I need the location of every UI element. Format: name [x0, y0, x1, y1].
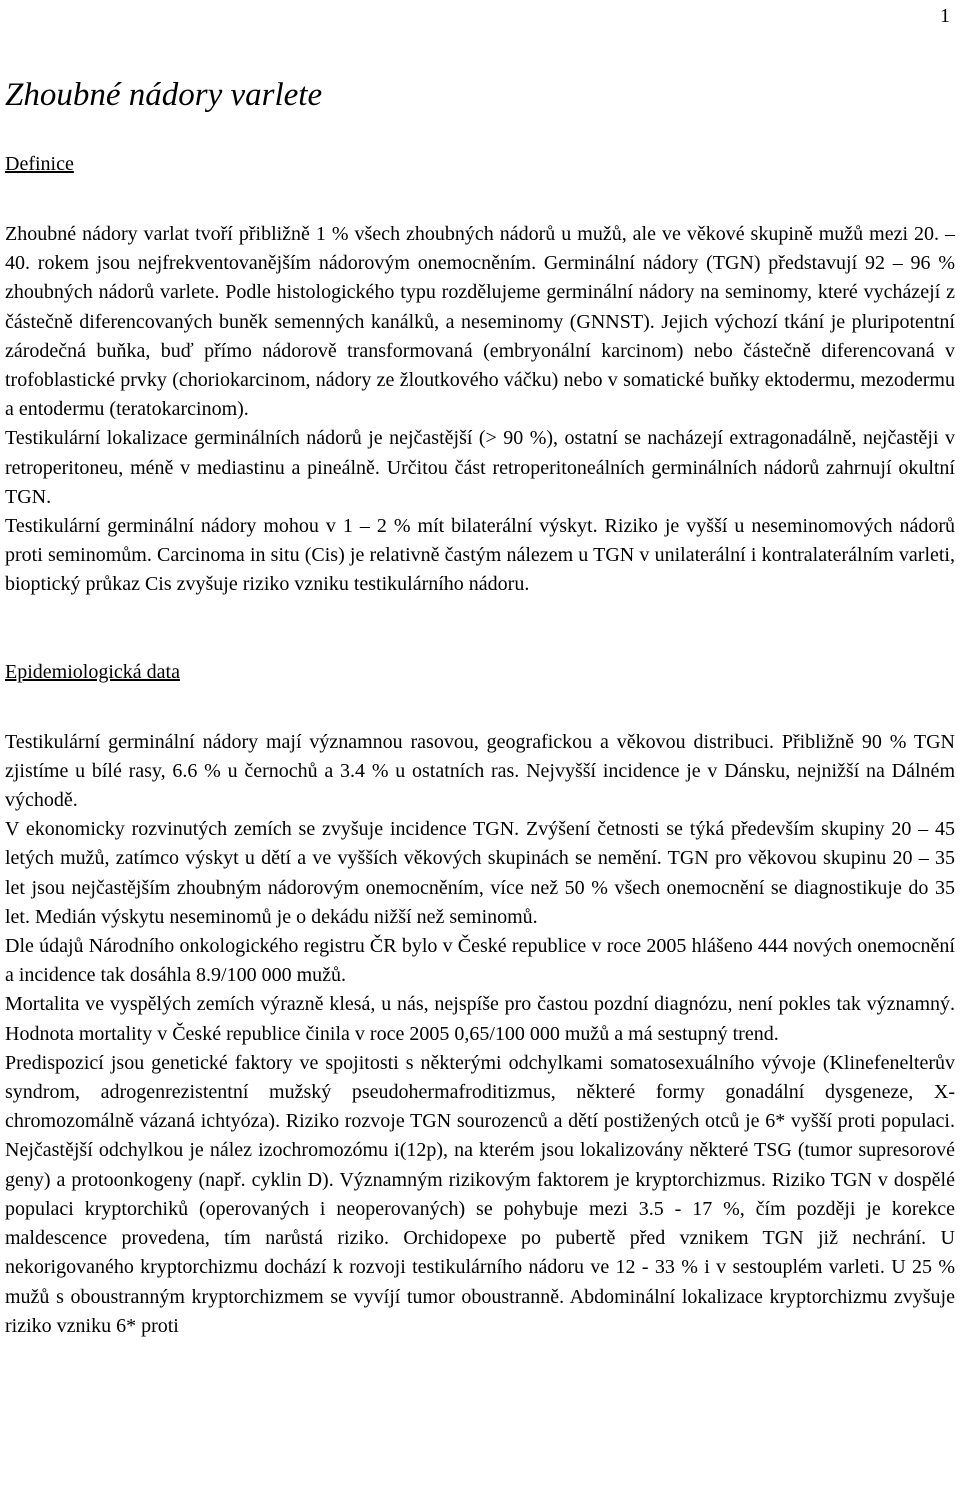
paragraph-definice-1: Zhoubné nádory varlat tvoří přibližně 1 % všech zhoubných nádorů u mužů, ale ve věkové skupině mužů mezi 20. – 40. rokem jsou nejfrekventovanějším nádorovým onemocněním. Germinální nádory (TGN) představují 92 – 96 % zhoubných nádorů varlete. Podle histologického typu rozdělujeme germinální nádory na seminomy, které vycházejí z částečně diferencovaných buněk semenných kanálků, a neseminomy (GNNST). Jejich výchozí tkání je pluripotentní zárodečná buňka, buď přímo nádorově transformovaná (embryonální karcinom) nebo částečně diferencovaná v trofoblastické prvky (choriokarcinom, nádory ze žloutkového váčku) nebo v somatické buňky ektodermu, mezodermu a entodermu (teratokarcinom). — [5, 223, 955, 421]
paragraph-epidemiologie-4: Mortalita ve vyspělých zemích výrazně klesá, u nás, nejspíše pro častou pozdní diagnózu, není pokles tak významný. Hodnota mortality v České republice činila v roce 2005 0,65/100 000 mužů a má sestupný trend. — [5, 993, 955, 1045]
paragraph-epidemiologie-2: V ekonomicky rozvinutých zemích se zvyšuje incidence TGN. Zvýšení četnosti se týká především skupiny 20 – 45 letých mužů, zatímco výskyt u dětí a ve vyšších věkových skupinách se nemění. TGN pro věkovou skupinu 20 – 35 let jsou nejčastějším zhoubným nádorovým onemocněním, více než 50 % všech onemocnění se diagnostikuje do 35 let. Medián výskytu neseminomů je o dekádu nižší než seminomů. — [5, 818, 955, 928]
paragraph-epidemiologie-5: Predispozicí jsou genetické faktory ve spojitosti s některými odchylkami somatosexuálního vývoje (Klinefenelterův syndrom, adrogenrezistentní mužský pseudohermafroditizmus, některé formy gonadální dysgeneze, X-chromozomálně vázaná ichtyóza). Riziko rozvoje TGN sourozenců a dětí postižených otců je 6* vyšší proti populaci. Nejčastější odchylkou je nález izochromozómu i(12p), na kterém jsou lokalizovány některé TSG (tumor supresorové geny) a protoonkogeny (např. cyklin D). Významným rizikovým faktorem je kryptorchizmus. Riziko TGN v dospělé populaci kryptorchiků (operovaných i neoperovaných) se pohybuje mezi 3.5 - 17 %, čím později je korekce maldescence provedena, tím narůstá riziko. Orchidopexe po pubertě před vznikem TGN již nechrání. U nekorigovaného kryptorchizmu dochází k rozvoji testikulárního nádoru ve 12 - 33 % i v sestouplém varleti. U 25 % mužů s oboustranným kryptorchizmem se vyvíjí tumor oboustranně. Abdominální lokalizace kryptorchizmu zvyšuje riziko vzniku 6* proti — [5, 1051, 955, 1337]
paragraph-epidemiologie-1: Testikulární germinální nádory mají významnou rasovou, geografickou a věkovou distribuci. Přibližně 90 % TGN zjistíme u bílé rasy, 6.6 % u černochů a 3.4 % u ostatních ras. Nejvyšší incidence je v Dánsku, nejnižší na Dálném východě. — [5, 730, 955, 812]
page-number: 1 — [940, 5, 950, 27]
document-title: Zhoubné nádory varlete — [5, 77, 323, 113]
section-heading-epidemiologie: Epidemiologická data — [5, 660, 180, 683]
paragraph-definice-2: Testikulární lokalizace germinálních nádorů je nejčastější (> 90 %), ostatní se nacházejí extragonadálně, nejčastěji v retroperitoneu, méně v mediastinu a pineálně. Určitou část retroperitoneálních germinálních nádorů zahrnují okultní TGN. — [5, 427, 955, 508]
document-body — [5, 72, 955, 1341]
paragraph-epidemiologie-3: Dle údajů Národního onkologického registru ČR bylo v České republice v roce 2005 hlášeno 444 nových onemocnění a incidence tak dosáhla 8.9/100 000 mužů. — [5, 935, 955, 987]
paragraph-definice-3: Testikulární germinální nádory mohou v 1 – 2 % mít bilaterální výskyt. Riziko je vyšší u neseminomových nádorů proti seminomům. Carcinoma in situ (Cis) je relativně častým nálezem u TGN v unilaterální i kontralaterálním varleti, bioptický průkaz Cis zvyšuje riziko vzniku testikulárního nádoru. — [5, 515, 955, 596]
section-heading-definice: Definice — [5, 153, 74, 175]
